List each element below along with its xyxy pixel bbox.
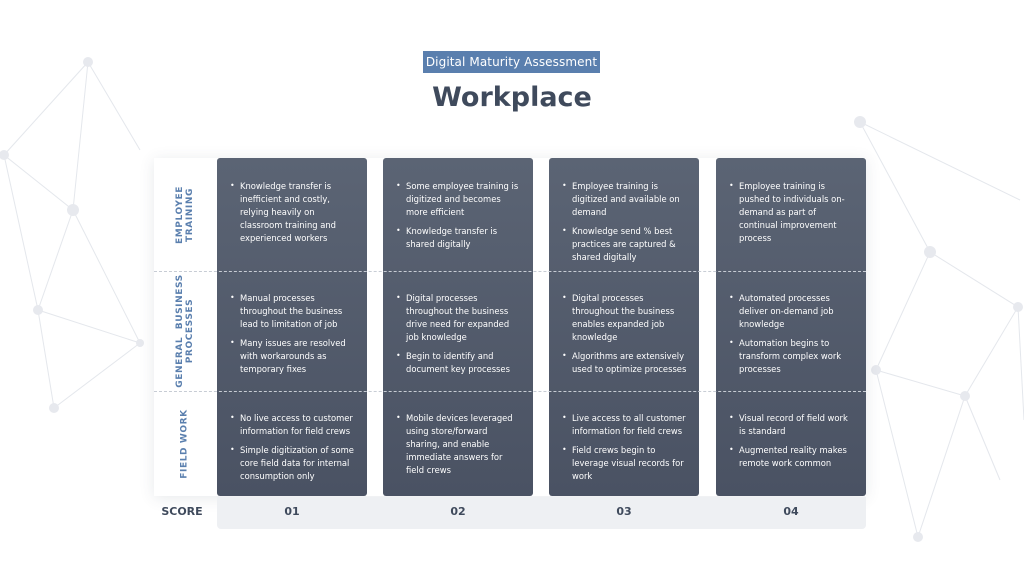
cell-training-01 (217, 180, 367, 251)
list-item: • Visual record of field work is standard (716, 412, 856, 438)
list-item: • Algorithms are extensively used to optimize processes (549, 350, 689, 376)
list-item: • Mobile devices leveraged using store/forward sharing, and enable immediate answers for field crews (383, 412, 523, 477)
list-item: • Augmented reality makes remote work common (716, 444, 856, 470)
row-label-field-work: FIELD WORK (180, 408, 190, 479)
page-title: Workplace (432, 82, 592, 113)
section-tag: Digital Maturity Assessment (423, 51, 600, 73)
cell-processes-04 (716, 292, 866, 381)
list-item: • Simple digitization of some core field data for internal consumption only (217, 444, 357, 483)
cell-fieldwork-01 (217, 412, 367, 489)
list-item: • Employee training is digitized and available on demand (549, 180, 689, 219)
row-label-general-business-processes: GENERAL BUSINESS PROCESSES (175, 274, 195, 388)
score-01: 01 (284, 505, 300, 518)
score-03: 03 (616, 505, 632, 518)
list-item: • Employee training is pushed to individuals on-demand as part of continual improvement process (716, 180, 856, 245)
cell-processes-03 (549, 292, 699, 381)
list-item: • Knowledge send % best practices are captured & shared digitally (549, 225, 689, 264)
list-item: • Manual processes throughout the business lead to limitation of job (217, 292, 357, 331)
score-02: 02 (450, 505, 466, 518)
score-04: 04 (783, 505, 799, 518)
list-item: • Many issues are resolved with workarounds as temporary fixes (217, 337, 357, 376)
list-item: • Some employee training is digitized and becomes more efficient (383, 180, 523, 219)
cell-fieldwork-04 (716, 412, 866, 476)
list-item: • Knowledge transfer is inefficient and costly, relying heavily on classroom training and experienced workers (217, 180, 357, 245)
cell-training-02 (383, 180, 533, 257)
list-item: • Knowledge transfer is shared digitally (383, 225, 523, 251)
list-item: • Automated processes deliver on-demand job knowledge (716, 292, 856, 331)
list-item: • Digital processes throughout the business drive need for expanded job knowledge (383, 292, 523, 344)
cell-training-04 (716, 180, 866, 251)
cell-fieldwork-03 (549, 412, 699, 489)
row-label-employee-training: EMPLOYEE TRAINING (175, 185, 195, 244)
list-item: • Field crews begin to leverage visual records for work (549, 444, 689, 483)
row-divider (154, 271, 866, 272)
list-item: • Live access to all customer information for field crews (549, 412, 689, 438)
cell-processes-01 (217, 292, 367, 381)
cell-training-03 (549, 180, 699, 269)
list-item: • No live access to customer information for field crews (217, 412, 357, 438)
cell-fieldwork-02 (383, 412, 533, 483)
row-divider (154, 391, 866, 392)
score-label: SCORE (161, 505, 203, 518)
list-item: • Automation begins to transform complex work processes (716, 337, 856, 376)
list-item: • Begin to identify and document key processes (383, 350, 523, 376)
cell-processes-02 (383, 292, 533, 381)
list-item: • Digital processes throughout the business enables expanded job knowledge (549, 292, 689, 344)
